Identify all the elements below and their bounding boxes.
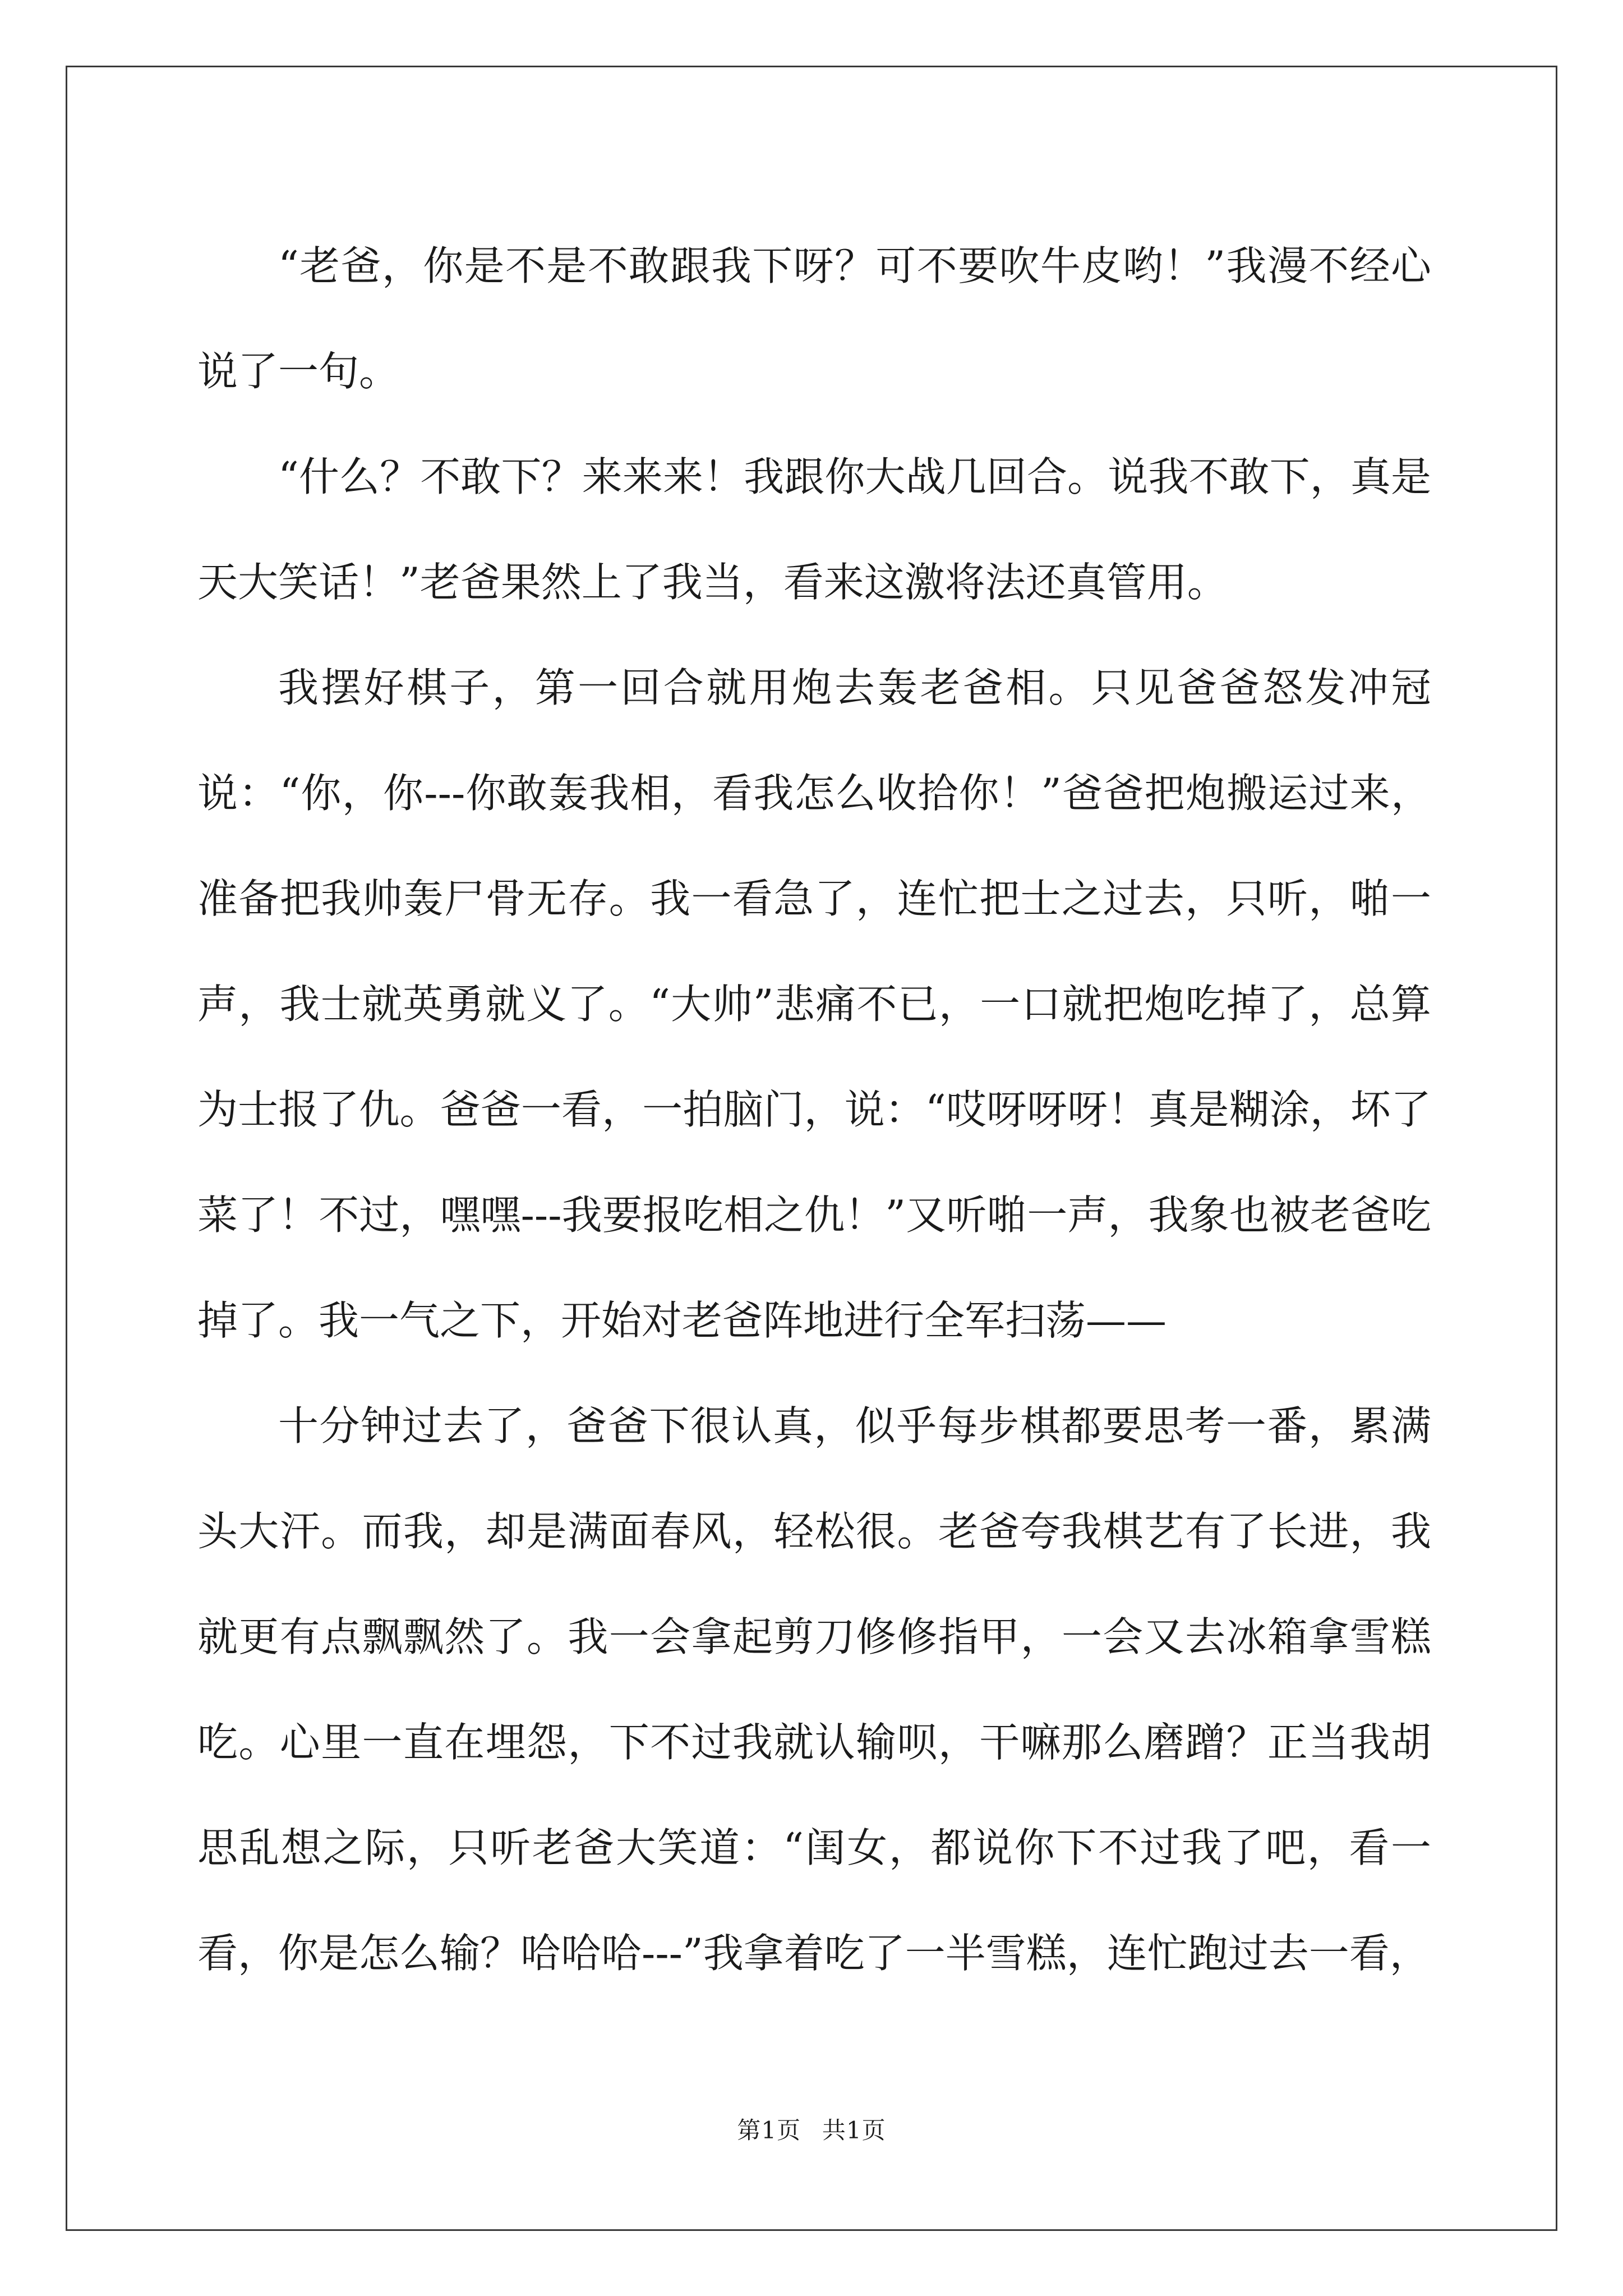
paragraph-2: “什么？不敢下？来来来！我跟你大战几回合。说我不敢下，真是天大笑话！”老爸果然上了我当，看来这激将法还真管用。 xyxy=(197,453,1431,606)
paragraph-1: “老爸，你是不是不敢跟我下呀？可不要吹牛皮哟！”我漫不经心说了一句。 xyxy=(197,242,1431,395)
page-total: 共1页 xyxy=(822,2116,886,2144)
paragraph-3: 我摆好棋子，第一回合就用炮去轰老爸相。只见爸爸怒发冲冠说：“你，你---你敢轰我相，看我怎么收拾你！”爸爸把炮搬运过来，准备把我帅轰尸骨无存。我一看急了，连忙把士之过去，只听，啪一声，我士就英勇就义了。“大帅”悲痛不已，一口就把炮吃掉了，总算为士报了仇。爸爸一看，一拍脑门，说：“哎呀呀呀！真是糊涂，坏了菜了！不过，嘿嘿---我要报吃相之仇！”又听啪一声，我象也被老爸吃掉了。我一气之下，开始对老爸阵地进行全军扫荡—— xyxy=(197,664,1431,1344)
document-body xyxy=(197,213,1431,2006)
page-number: 第1页 xyxy=(737,2116,801,2144)
page-footer xyxy=(0,2114,1623,2147)
paragraph-4: 十分钟过去了，爸爸下很认真，似乎每步棋都要思考一番，累满头大汗。而我，却是满面春风，轻松很。老爸夸我棋艺有了长进，我就更有点飘飘然了。我一会拿起剪刀修修指甲，一会又去冰箱拿雪糕吃。心里一直在埋怨，下不过我就认输呗，干嘛那么磨蹭？正当我胡思乱想之际，只听老爸大笑道：“闺女，都说你下不过我了吧，看一看，你是怎么输？哈哈哈---”我拿着吃了一半雪糕，连忙跑过去一看， xyxy=(197,1402,1431,1977)
